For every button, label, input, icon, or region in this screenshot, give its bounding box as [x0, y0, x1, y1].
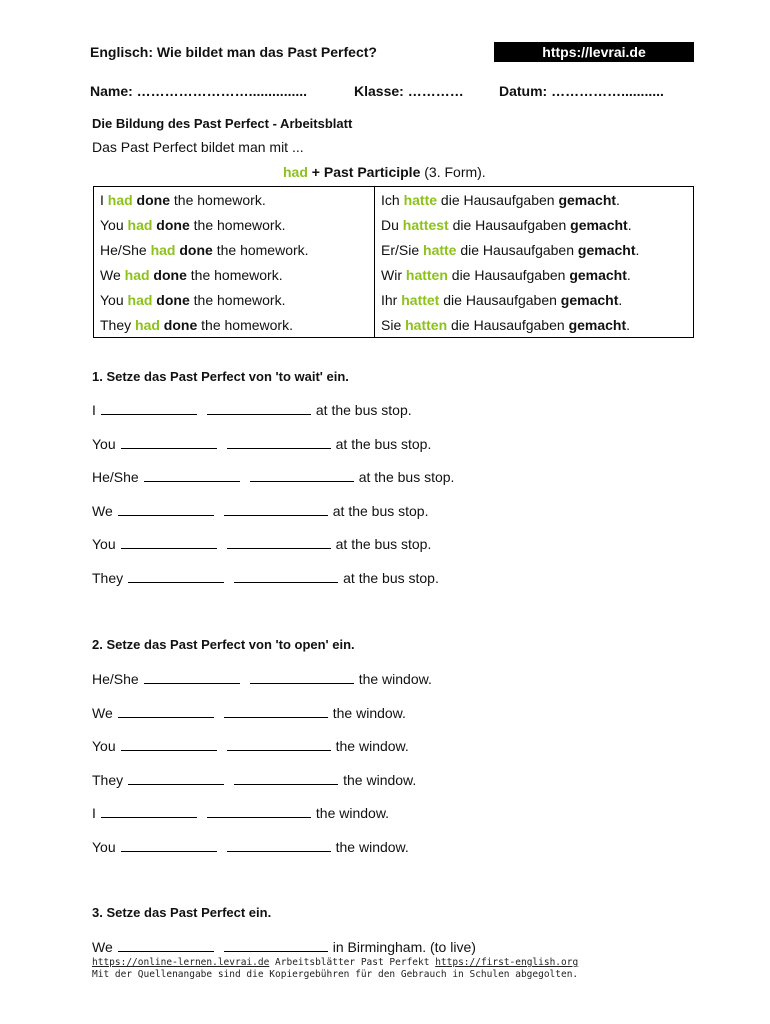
exercise-ending: the window.: [315, 805, 390, 822]
intro-line: Das Past Perfect bildet man mit ...: [92, 139, 304, 155]
de-gemacht: gemacht: [560, 291, 619, 308]
exercise-line: [92, 837, 409, 855]
answer-blank[interactable]: [250, 669, 354, 684]
footer-note: Mit der Quellenangabe sind die Kopiergebühren für den Gebrauch in Schulen abgegolten.: [92, 969, 579, 980]
en-done: done: [132, 191, 171, 208]
exercise-line: [92, 736, 409, 754]
de-period: .: [626, 266, 631, 283]
en-object: the homework.: [189, 216, 286, 233]
de-period: .: [626, 316, 631, 333]
answer-blank[interactable]: [118, 937, 214, 952]
exercise-line: [92, 703, 406, 721]
de-subject: Er/Sie: [381, 241, 424, 258]
german-cell: [375, 312, 694, 338]
de-period: .: [635, 241, 640, 258]
german-cell: [375, 237, 694, 262]
exercise-ending: at the bus stop.: [343, 570, 439, 586]
en-subject: You: [100, 291, 128, 308]
en-done: done: [159, 316, 198, 333]
exercise-subject: They: [92, 771, 124, 788]
exercise-line: [92, 534, 431, 552]
de-object: die Hausaufgaben: [439, 291, 561, 308]
exercise-line: [92, 770, 416, 788]
de-hatte: hatte: [403, 191, 438, 208]
formula: [283, 164, 486, 180]
answer-blank[interactable]: [121, 434, 217, 449]
klasse-field: Klasse: …………: [354, 83, 464, 99]
answer-blank[interactable]: [121, 736, 217, 751]
formula-form: (3. Form).: [420, 164, 486, 180]
exercise-line: [92, 568, 439, 586]
answer-blank[interactable]: [227, 837, 331, 852]
en-done: done: [152, 291, 190, 308]
datum-field: Datum: ……………...........: [499, 83, 664, 99]
answer-blank[interactable]: [121, 837, 217, 852]
en-had: had: [127, 291, 153, 308]
footer-link-first-english[interactable]: https://first-english.org: [435, 957, 579, 968]
de-subject: Sie: [381, 316, 406, 333]
exercise-subject: We: [92, 704, 113, 721]
en-object: the homework.: [197, 316, 293, 333]
worksheet-title: Englisch: Wie bildet man das Past Perfect?: [90, 44, 377, 60]
exercise-subject: They: [92, 570, 124, 586]
site-url-badge[interactable]: https://levrai.de: [494, 42, 694, 62]
exercise-subject: We: [92, 939, 113, 955]
en-object: the homework.: [170, 191, 266, 208]
german-cell: [375, 212, 694, 237]
de-hatte: hatten: [405, 266, 448, 283]
exercise-ending: at the bus stop.: [335, 536, 432, 553]
en-had: had: [150, 241, 176, 258]
table-row: [94, 287, 694, 312]
en-subject: I: [100, 191, 108, 208]
answer-blank[interactable]: [121, 534, 217, 549]
answer-blank[interactable]: [101, 400, 197, 415]
de-hatte: hattest: [402, 216, 449, 233]
de-hatte: hattet: [401, 291, 440, 308]
answer-blank[interactable]: [250, 467, 354, 482]
de-subject: Du: [381, 216, 403, 233]
answer-blank[interactable]: [234, 770, 338, 785]
de-gemacht: gemacht: [558, 191, 617, 208]
de-subject: Wir: [381, 266, 406, 283]
en-done: done: [152, 216, 190, 233]
answer-blank[interactable]: [224, 937, 328, 952]
exercise-ending: at the bus stop.: [358, 469, 455, 486]
answer-blank[interactable]: [118, 703, 214, 718]
de-object: die Hausaufgaben: [448, 216, 571, 233]
en-had: had: [127, 216, 153, 233]
de-gemacht: gemacht: [569, 266, 627, 283]
table-row: [94, 237, 694, 262]
exercise2-heading: 2. Setze das Past Perfect von 'to open' ein.: [92, 637, 355, 652]
de-object: die Hausaufgaben: [447, 266, 570, 283]
exercise-ending: in Birmingham. (to live): [332, 939, 476, 955]
de-gemacht: gemacht: [568, 316, 627, 333]
answer-blank[interactable]: [101, 803, 197, 818]
answer-blank[interactable]: [224, 501, 328, 516]
exercise-ending: at the bus stop.: [315, 402, 412, 418]
exercise-subject: You: [92, 435, 116, 452]
conjugation-table: [93, 186, 694, 338]
de-period: .: [618, 291, 623, 308]
formula-had: had: [283, 164, 308, 180]
exercise-line: [92, 400, 412, 418]
answer-blank[interactable]: [227, 534, 331, 549]
exercise-ending: the window.: [335, 738, 409, 755]
answer-blank[interactable]: [144, 669, 240, 684]
de-gemacht: gemacht: [570, 216, 628, 233]
section-heading: Die Bildung des Past Perfect - Arbeitsblatt: [92, 116, 353, 131]
en-subject: They: [100, 316, 136, 333]
exercise-ending: at the bus stop.: [332, 502, 429, 519]
en-subject: We: [100, 266, 125, 283]
de-subject: Ich: [381, 191, 404, 208]
answer-blank[interactable]: [128, 770, 224, 785]
de-hatte: hatten: [405, 316, 448, 333]
exercise3-heading: 3. Setze das Past Perfect ein.: [92, 905, 272, 920]
en-object: the homework.: [189, 291, 286, 308]
exercise-subject: He/She: [92, 671, 139, 687]
en-done: done: [175, 241, 213, 258]
answer-blank[interactable]: [128, 568, 224, 583]
english-cell: [94, 187, 375, 213]
answer-blank[interactable]: [118, 501, 214, 516]
exercise-ending: at the bus stop.: [335, 435, 432, 452]
en-had: had: [107, 191, 133, 208]
german-cell: [375, 262, 694, 287]
de-object: die Hausaufgaben: [456, 241, 578, 258]
de-object: die Hausaufgaben: [447, 316, 569, 333]
english-cell: [94, 312, 375, 338]
exercise-line: [92, 434, 431, 452]
english-cell: [94, 237, 375, 262]
formula-plus: +: [307, 164, 324, 180]
exercise-subject: We: [92, 502, 113, 519]
table-row: [94, 312, 694, 338]
de-period: .: [616, 191, 620, 208]
en-subject: You: [100, 216, 128, 233]
english-cell: [94, 262, 375, 287]
exercise-subject: You: [92, 536, 116, 553]
table-row: [94, 187, 694, 213]
exercise-line: [92, 669, 432, 687]
answer-blank[interactable]: [224, 703, 328, 718]
footer-middle-text: Arbeitsblätter Past Perfekt: [269, 957, 436, 968]
en-done: done: [149, 266, 187, 283]
exercise3-line: [92, 937, 476, 955]
english-cell: [94, 212, 375, 237]
en-had: had: [135, 316, 160, 333]
exercise-subject: You: [92, 839, 116, 855]
answer-blank[interactable]: [207, 400, 311, 415]
en-had: had: [124, 266, 150, 283]
exercise-ending: the window.: [358, 671, 432, 687]
exercise-line: [92, 467, 454, 485]
exercise-subject: I: [92, 805, 96, 822]
en-object: the homework.: [186, 266, 283, 283]
exercise-subject: You: [92, 738, 116, 755]
answer-blank[interactable]: [227, 736, 331, 751]
en-subject: He/She: [100, 241, 151, 258]
en-object: the homework.: [212, 241, 309, 258]
exercise-ending: the window.: [335, 839, 409, 855]
de-period: .: [627, 216, 632, 233]
german-cell: [375, 187, 694, 213]
name-field: Name: ……………………...............: [90, 83, 308, 99]
answer-blank[interactable]: [207, 803, 311, 818]
answer-blank[interactable]: [144, 467, 240, 482]
de-object: die Hausaufgaben: [437, 191, 559, 208]
footer-links: [92, 957, 578, 968]
answer-blank[interactable]: [227, 434, 331, 449]
formula-past-participle: Past Participle: [323, 164, 421, 180]
english-cell: [94, 287, 375, 312]
exercise-line: [92, 803, 389, 821]
exercise-ending: the window.: [343, 771, 417, 788]
footer-link-levrai[interactable]: https://online-lernen.levrai.de: [92, 957, 270, 968]
table-row: [94, 262, 694, 287]
de-subject: Ihr: [381, 291, 402, 308]
de-gemacht: gemacht: [577, 241, 636, 258]
german-cell: [375, 287, 694, 312]
exercise1-heading: 1. Setze das Past Perfect von 'to wait' ein.: [92, 369, 349, 384]
table-row: [94, 212, 694, 237]
de-hatte: hatte: [423, 241, 457, 258]
answer-blank[interactable]: [234, 568, 338, 583]
exercise-ending: the window.: [332, 704, 406, 721]
exercise-line: [92, 501, 428, 519]
exercise-subject: I: [92, 402, 96, 418]
exercise-subject: He/She: [92, 469, 139, 486]
